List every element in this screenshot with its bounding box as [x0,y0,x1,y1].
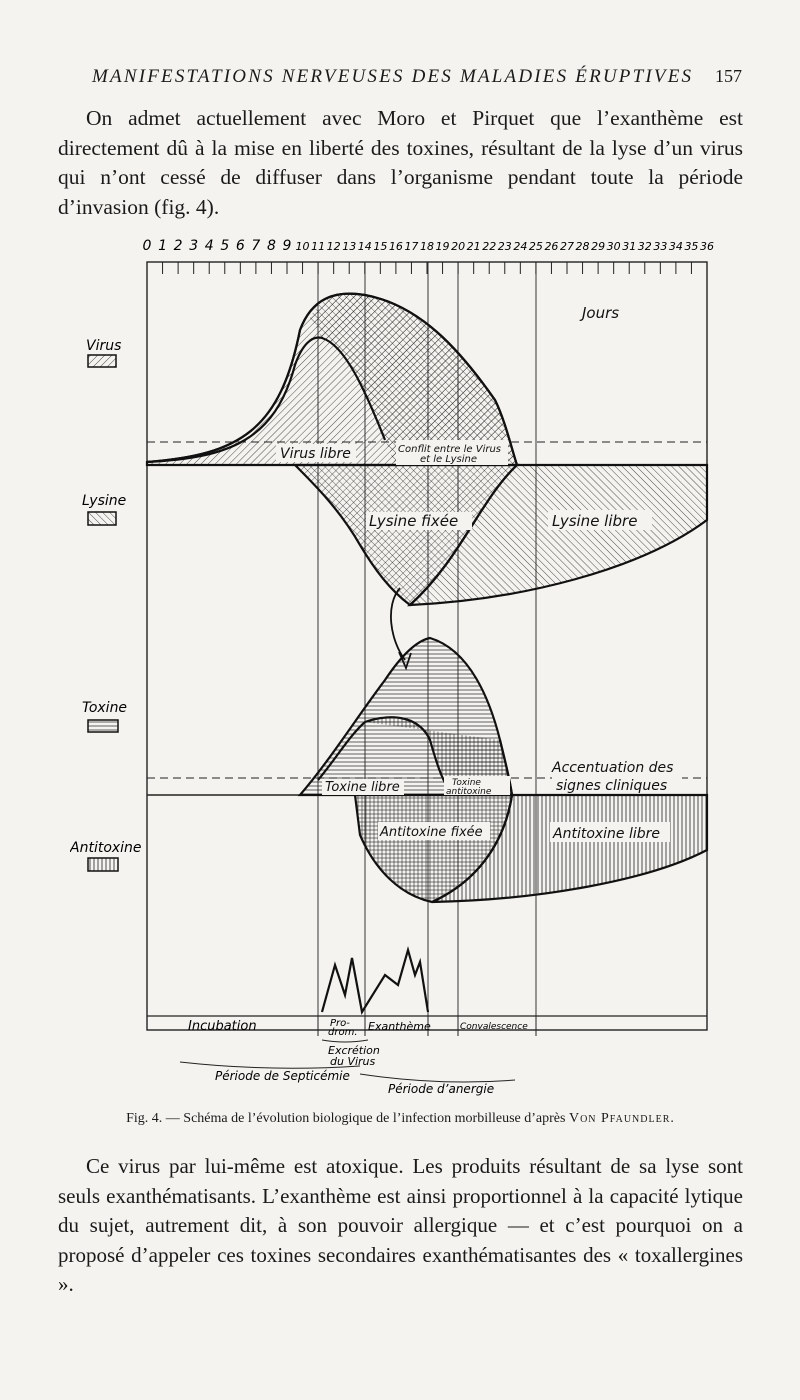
day-number: 30 [606,240,621,253]
day-number: 14 [357,240,372,253]
day-number: 27 [560,240,574,253]
day-number: 31 [622,240,637,253]
excretion-label-1: Excrétion [328,1044,380,1057]
legend-toxine-label: Toxine [82,700,128,716]
day-number: 9 [282,238,292,254]
day-number: 13 [342,240,357,253]
caption-label: Fig. 4. [126,1111,163,1126]
biological-evolution-diagram [70,228,730,1098]
legend-toxine-swatch [88,720,118,732]
day-number: 16 [388,240,403,253]
legend-virus-label: Virus [86,338,122,354]
phase-exantheme: Exanthème [368,1020,431,1033]
antitoxine-libre-label: Antitoxine libre [553,826,661,842]
day-number: 4 [204,238,214,254]
phase-convalescence: Convalescence [460,1022,528,1032]
running-header [92,66,742,96]
figure-caption [58,1111,743,1127]
day-number: 6 [235,238,245,254]
virus-libre-label: Virus libre [280,446,351,462]
day-number: 1 [158,238,168,254]
day-number: 3 [189,238,199,254]
day-number: 7 [251,238,261,254]
day-number: 18 [420,240,434,253]
day-ticks [147,262,707,274]
toxine-libre-label: Toxine libre [325,780,400,795]
phase-prodrome-2: drom. [328,1027,358,1038]
accentuation-label-2: signes cliniques [556,778,668,794]
day-number: 28 [575,240,590,253]
page-number: 157 [715,66,742,86]
conflit-label-2: et le Lysine [420,454,477,465]
day-number: 17 [404,240,419,253]
day-number: 19 [435,240,450,253]
jours-label: Jours [582,304,620,322]
caption-text: — Schéma de l’évolution biologique de l’infection morbilleuse d’après [165,1111,566,1126]
day-number: 12 [326,240,341,253]
day-number: 36 [700,240,714,253]
legend-antitoxine-swatch [88,858,118,871]
day-number: 2 [173,238,183,254]
day-number: 22 [482,240,497,253]
day-number: 32 [637,240,652,253]
antitoxine-fixee-label: Antitoxine fixée [380,825,483,840]
day-number: 15 [373,240,388,253]
day-number: 35 [684,240,699,253]
day-number: 33 [653,240,668,253]
day-number: 0 [142,238,152,254]
day-number: 29 [591,240,606,253]
legend [70,338,142,871]
toxine-antitoxine-label-2: antitoxine [446,787,492,797]
day-number: 21 [466,240,481,253]
accentuation-label-1: Accentuation des [552,760,674,776]
exanthem-fever-curve [322,950,428,1012]
periode-anergie: Période d’anergie [388,1082,495,1096]
running-title: MANIFESTATIONS NERVEUSES DES MALADIES ÉRUPTIVES [92,66,694,87]
periode-septicemie: Période de Septicémie [215,1069,350,1083]
caption-author: Von Pfaundler. [568,1111,675,1126]
phase-prodrome-1: Pro- [330,1018,350,1029]
figure-4 [70,228,730,1098]
legend-virus-swatch [88,355,116,367]
day-number: 23 [497,240,512,253]
paragraph-toxallergines: Ce virus par lui-même est atoxique. Les produits résultant de sa lyse sont seuls exanthématisants. L’exanthème est ainsi proportionnel à la capacité lytique du sujet, autrement dit, à son pouvoir allergique — et c’est pourquoi on a proposé d’appeler ces toxines secondaires exanthématisantes des « toxallergines ». [58,1154,743,1296]
toxine-antitoxine-label-1: Toxine [452,778,481,788]
legend-lysine-swatch [88,512,116,525]
day-number: 11 [311,240,326,253]
day-number: 8 [266,238,276,254]
day-number: 34 [668,240,683,253]
day-number: 25 [528,240,543,253]
conflit-label-1: Conflit entre le Virus [398,444,502,455]
day-number: 26 [544,240,559,253]
day-number: 20 [451,240,466,253]
phase-bar [147,1016,707,1096]
day-number: 24 [513,240,528,253]
day-axis-labels [143,238,714,254]
paragraph-intro: On admet actuellement avec Moro et Pirquet que l’exanthème est directement dû à la mise en liberté des toxines, résultant de la lyse d’un virus qui n’ont cessé de diffuser dans l’organisme pendant toute la période d’invasion (fig. 4). [58,106,743,219]
day-number: 10 [295,240,310,253]
lysine-fixee-label: Lysine fixée [369,512,459,530]
phase-incubation: Incubation [188,1019,257,1034]
day-number: 5 [220,238,230,254]
legend-antitoxine-label: Antitoxine [70,840,142,856]
excretion-label-2: du Virus [330,1055,376,1068]
lysine-libre-label: Lysine libre [552,512,638,530]
legend-lysine-label: Lysine [82,493,127,509]
